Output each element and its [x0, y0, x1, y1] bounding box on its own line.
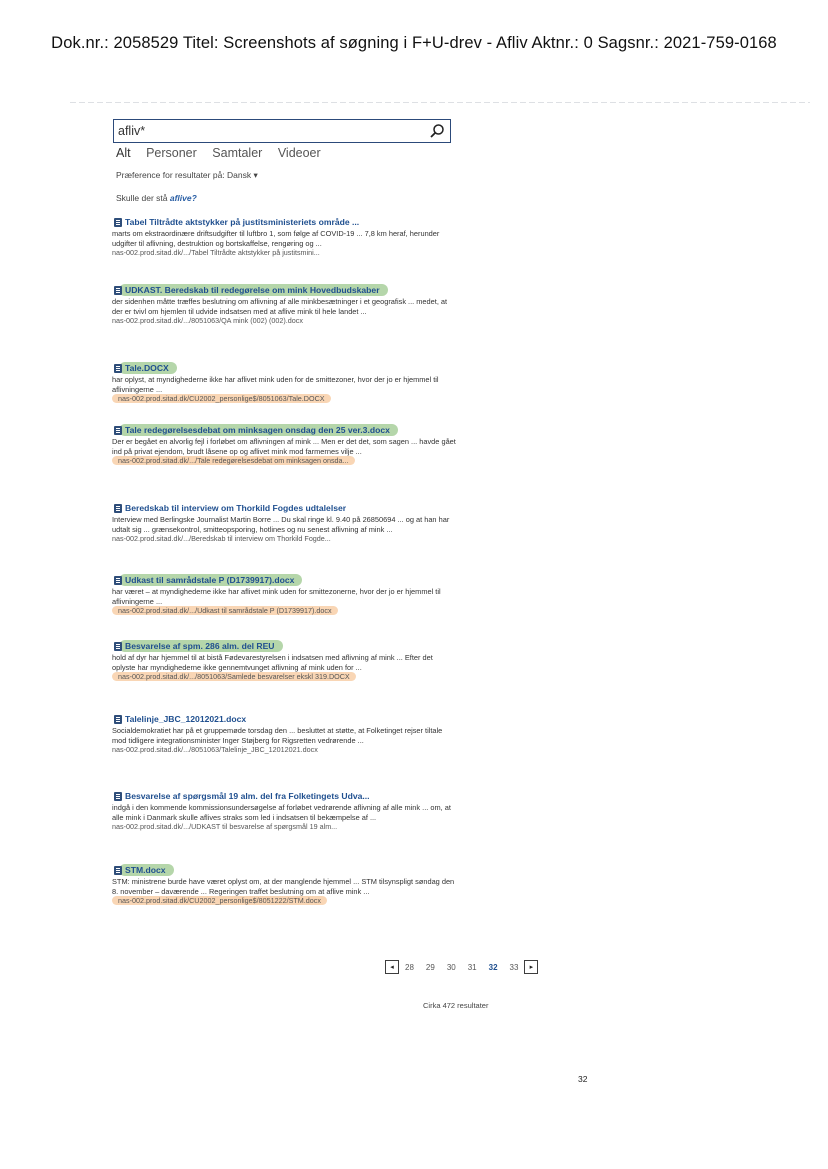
result-url: nas-002.prod.sitad.dk/.../Tabel Tiltrådte aktstykker på justitsmini...: [112, 248, 320, 258]
tab-people[interactable]: Personer: [146, 146, 197, 160]
result-title[interactable]: Besvarelse af spm. 286 alm. del REU: [112, 640, 457, 652]
document-icon: [114, 642, 122, 651]
result-snippet: der sidenhen måtte træffes beslutning om aflivning af alle minkbesætninger i et geografisk ... medet, at der er tvivl om hjemlen til udvide indsatsen med at aflive mink til hele landet ...: [112, 297, 448, 316]
result-snippet: STM: ministrene burde have været oplyst om, at der manglende hjemmel ... STM tilsynspligt søndag den 8. november – daværende ... Regeringen traffet beslutning om at aflive mink ...: [112, 877, 455, 896]
result-snippet: har været – at myndighederne ikke har aflivet mink uden for smittezonerne, hvor der jo er hjemmel til aflivningerne ...: [112, 587, 441, 606]
document-icon: [114, 364, 122, 373]
result-url: nas-002.prod.sitad.dk/.../8051063/QA mink (002) (002).docx: [112, 316, 303, 326]
chevron-down-icon[interactable]: ▾: [253, 170, 258, 180]
result-count: Cirka 472 resultater: [423, 1001, 489, 1010]
result-title[interactable]: Tale.DOCX: [112, 362, 457, 374]
result-snippet: har oplyst, at myndighederne ikke har aflivet mink uden for de smittezoner, hvor der jo er hjemmel til aflivningerne ...: [112, 375, 439, 394]
result-snippet: Socialdemokratiet har på et gruppemøde torsdag den ... besluttet at støtte, at Folketinget rejser tiltale mod tidligere integrationsminister Inger Støjberg for Rigsretten vedrørende ...: [112, 726, 443, 745]
result-url: nas-002.prod.sitad.dk/.../8051063/Samlede besvarelser ekskl 319.DOCX: [112, 672, 457, 682]
document-header: Dok.nr.: 2058529 Titel: Screenshots af søgning i F+U-drev - Afliv Aktnr.: 0 Sagsnr.: 2021-759-0168: [51, 34, 777, 52]
result-title[interactable]: Talelinje_JBC_12012021.docx: [112, 713, 457, 725]
result-snippet: marts om ekstraordinære driftsudgifter til luftbro 1, som følge af COVID-19 ... 7,8 km heraf, herunder udgifter til aflivning, destruktion og bortskaffelse, rengøring og ...: [112, 229, 440, 248]
result-url: nas-002.prod.sitad.dk/.../Tale redegørelsesdebat om minksagen onsda...: [112, 456, 457, 466]
document-icon: [114, 866, 122, 875]
document-icon: [114, 286, 122, 295]
result-item: [112, 424, 457, 466]
language-preference[interactable]: [116, 170, 258, 181]
page-link[interactable]: 28: [405, 962, 414, 972]
result-item: [112, 574, 457, 616]
result-url: nas-002.prod.sitad.dk/.../Udkast til samrådstale P (D1739917).docx: [112, 606, 457, 616]
result-title[interactable]: UDKAST. Beredskab til redegørelse om mink Hovedbudskaber: [112, 284, 457, 296]
result-item: [112, 284, 457, 326]
result-url: nas-002.prod.sitad.dk/.../Beredskab til interview om Thorkild Fogde...: [112, 534, 331, 544]
page-link[interactable]: 29: [425, 962, 435, 972]
result-item: [112, 790, 457, 832]
search-box[interactable]: [113, 119, 451, 143]
result-item: [112, 216, 457, 258]
page-link[interactable]: 31: [467, 962, 477, 972]
result-url: nas-002.prod.sitad.dk/CU2002_personlige$/8051222/STM.docx: [112, 896, 457, 906]
search-icon[interactable]: [429, 123, 445, 139]
suggestion-link[interactable]: aflive?: [169, 193, 197, 203]
result-item: [112, 362, 457, 404]
pagination: [385, 960, 538, 974]
result-url: nas-002.prod.sitad.dk/CU2002_personlige$/8051063/Tale.DOCX: [112, 394, 457, 404]
divider: [70, 102, 810, 103]
result-item: [112, 713, 457, 755]
result-item: [112, 864, 457, 906]
search-tabs: [116, 146, 333, 160]
spelling-suggestion: [116, 193, 197, 203]
preference-label: Præference for resultater på: Dansk: [116, 170, 252, 180]
result-snippet: indgå i den kommende kommissionsundersøgelse af forløbet vedrørende aflivning af alle mink ... om, at alle mink i Danmark skulle aflives straks som led i indsatsen til bekæmpelse af ...: [112, 803, 451, 822]
page-number: 32: [578, 1074, 588, 1084]
search-input[interactable]: [118, 122, 418, 140]
page-link[interactable]: 33: [509, 962, 519, 972]
document-icon: [114, 426, 122, 435]
document-icon: [114, 218, 122, 227]
result-item: [112, 640, 457, 682]
previous-page-button[interactable]: ◂: [385, 960, 399, 974]
tab-conversations[interactable]: Samtaler: [212, 146, 263, 160]
document-icon: [114, 504, 122, 513]
result-snippet: hold af dyr har hjemmel til at bistå Fødevarestyrelsen i indsatsen med aflivning af mink ... Efter det oplyste har myndighederne ikke gennemtvunget aflivning af mink uden for ...: [112, 653, 433, 672]
current-page-link[interactable]: 32: [488, 962, 498, 972]
result-title[interactable]: Tabel Tiltrådte aktstykker på justitsministeriets område ...: [112, 216, 457, 228]
result-title[interactable]: STM.docx: [112, 864, 457, 876]
result-url: nas-002.prod.sitad.dk/.../8051063/Talelinje_JBC_12012021.docx: [112, 745, 318, 755]
result-title[interactable]: Tale redegørelsesdebat om minksagen onsdag den 25 ver.3.docx: [112, 424, 457, 436]
document-icon: [114, 715, 122, 724]
tab-videos[interactable]: Videoer: [277, 146, 321, 160]
next-page-button[interactable]: ▸: [524, 960, 538, 974]
result-snippet: Der er begået en alvorlig fejl i forløbet om aflivningen af mink ... Men er det det, som sagen ... havde gået ind på privat ejendom, brudt låsene op og aflivet mink mod farmernes vilje ...: [112, 437, 456, 456]
suggestion-prefix: Skulle der stå: [116, 193, 168, 203]
result-item: [112, 502, 457, 544]
result-title[interactable]: Beredskab til interview om Thorkild Fogdes udtalelser: [112, 502, 457, 514]
result-url: nas-002.prod.sitad.dk/.../UDKAST til besvarelse af spørgsmål 19 alm...: [112, 822, 338, 832]
document-icon: [114, 792, 122, 801]
result-snippet: Interview med Berlingske Journalist Martin Borre ... Du skal ringe kl. 9.40 på 26850694 ... og at han har udtalt sig ... grænsekontrol, smitteopsporing, hotlines og nu senest aflivning af mink ...: [112, 515, 450, 534]
result-title[interactable]: Besvarelse af spørgsmål 19 alm. del fra Folketingets Udva...: [112, 790, 457, 802]
document-icon: [114, 576, 122, 585]
result-title[interactable]: Udkast til samrådstale P (D1739917).docx: [112, 574, 457, 586]
page-link[interactable]: 30: [446, 962, 456, 972]
tab-all[interactable]: Alt: [116, 146, 131, 160]
